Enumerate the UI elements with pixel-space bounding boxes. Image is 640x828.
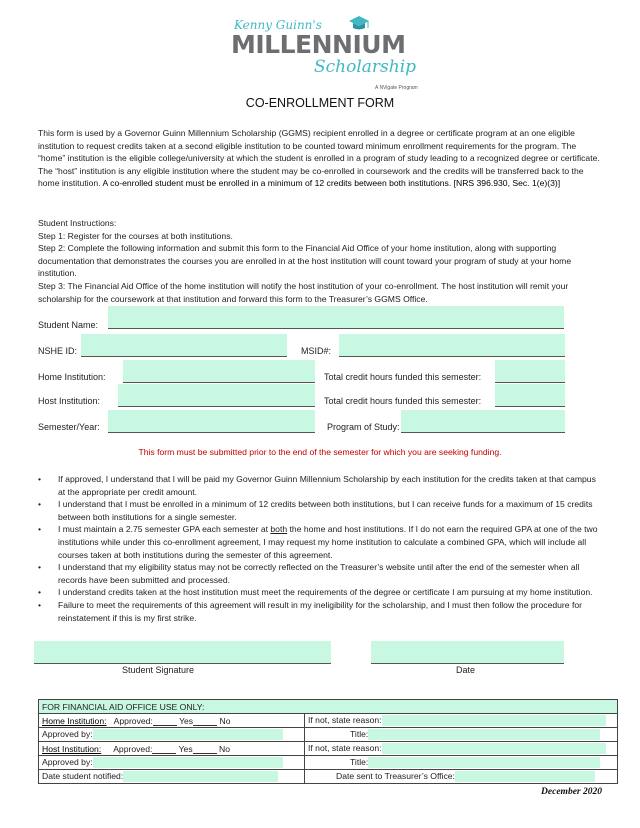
fa-title-cell-2 — [305, 756, 618, 770]
semester-year-input[interactable] — [108, 410, 315, 433]
term-3-text: I must maintain a 2.75 semester GPA each semester at — [58, 524, 271, 535]
nshe-id-label: NSHE ID: — [38, 346, 78, 356]
fa-home-yes-blank[interactable] — [193, 715, 217, 726]
fa-host-approval-cell — [39, 742, 305, 756]
fa-title-label: Title: — [350, 756, 369, 767]
student-instructions — [38, 217, 604, 305]
host-institution-input[interactable] — [118, 384, 315, 407]
total-credits-input-2[interactable] — [495, 384, 565, 407]
semester-year-label: Semester/Year: — [38, 422, 100, 432]
home-institution-input[interactable] — [123, 360, 315, 383]
total-credits-label-2: Total credit hours funded this semester: — [324, 396, 482, 406]
term-3-emphasis: both — [270, 524, 288, 535]
student-name-input[interactable] — [108, 306, 564, 329]
logo-sub: Scholarship — [314, 57, 417, 77]
footer-date: December 2020 — [541, 787, 602, 797]
fa-home-approval-cell — [39, 714, 305, 728]
fa-approved-label: Approved: — [113, 744, 153, 754]
signature-date-label: Date — [456, 665, 476, 675]
fa-no-label: No — [219, 744, 231, 754]
program-of-study-input[interactable] — [401, 410, 565, 433]
term-item: • I understand that I must be enrolled in a minimum of 12 credits between both institutions, but I can receive funds for a maximum of 15 credits between both institutions for a single semester. — [38, 498, 604, 523]
term-item: • I understand credits taken at the host institution must meet the requirements of the degree or certificate I am pursuing at my home institution. — [38, 586, 604, 599]
term-item — [38, 523, 604, 561]
financial-aid-box — [38, 699, 618, 784]
fa-date-notified-label: Date student notified: — [42, 770, 124, 781]
fa-title-label: Title: — [350, 728, 369, 739]
fa-host-approved-blank[interactable] — [152, 743, 176, 754]
instruction-step: Step 2: Complete the following information and submit this form to the Financial Aid Office of your home institution, along with supporting documentation that demonstrates the courses you are enrolled in at the host institution will count toward your program of study at your home institution. — [38, 243, 572, 279]
fa-date-notified-input[interactable] — [123, 771, 278, 782]
fa-date-sent-label: Date sent to Treasurer’s Office: — [336, 770, 455, 781]
host-institution-label: Host Institution: — [38, 396, 101, 406]
fa-date-sent-cell — [305, 770, 618, 784]
signature-date-input[interactable] — [371, 641, 564, 664]
fa-header-cell — [39, 700, 618, 714]
logo — [228, 14, 418, 94]
program-of-study-label: Program of Study: — [327, 422, 400, 432]
msid-label: MSID#: — [301, 346, 332, 356]
fa-title-input-1[interactable] — [368, 729, 600, 740]
term-item: • Failure to meet the requirements of this agreement will result in my ineligibility for the scholarship, and I must then follow the procedure for reinstatement if this is my first strike. — [38, 599, 604, 624]
intro-text: This form is used by a Governor Guinn Millennium Scholarship (GGMS) recipient enrolled in a degree or certificate program at an one eligible institution to request credits taken at a second eligible institution to be counted toward minimum enrollment requirements for the program. The “home” institution is the eligible college/university at which the student is enrolled in a program of study leading to a recognized degree or certificate. The “host” institution is any eligible institution where the student may be co-enrolled in coursework and the credits will be transferred back to the home institution. — [38, 128, 600, 189]
total-credits-label-1: Total credit hours funded this semester: — [324, 372, 482, 382]
page-title: CO-ENROLLMENT FORM — [245, 96, 395, 110]
intro-emphasis: A co-enrolled student must be enrolled in a minimum of 12 credits between both institutions. [NRS 396.930, Sec. 1(e)(3)] — [102, 178, 561, 189]
fa-approved-by-label: Approved by: — [42, 756, 93, 767]
instructions-heading: Student Instructions: — [38, 218, 117, 228]
fa-home-approved-blank[interactable] — [153, 715, 177, 726]
instruction-step: Step 1: Register for the courses at both institutions. — [38, 230, 233, 241]
logo-name: MILLENNIUM — [231, 30, 406, 59]
fa-yes-label: Yes — [178, 744, 193, 754]
nshe-id-input[interactable] — [81, 334, 287, 357]
fa-if-not-label: If not, state reason: — [308, 742, 382, 753]
fa-host-institution-label: Host Institution: — [42, 744, 102, 754]
fa-yes-label: Yes — [179, 716, 194, 726]
terms-list — [38, 473, 604, 624]
fa-host-reason-input[interactable] — [382, 743, 606, 754]
submission-notice: This form must be submitted prior to the end of the semester for which you are seeking funding. — [138, 447, 502, 457]
fa-approved-by-label: Approved by: — [42, 728, 93, 739]
student-signature-label: Student Signature — [122, 665, 195, 675]
fa-approved-by-cell-1 — [39, 728, 305, 742]
logo-program: A NVigate Program — [375, 85, 418, 91]
fa-approved-by-cell-2 — [39, 756, 305, 770]
financial-aid-table — [38, 699, 618, 784]
student-name-label: Student Name: — [38, 320, 99, 330]
fa-approved-by-input-1[interactable] — [93, 729, 283, 740]
fa-home-reason-input[interactable] — [382, 715, 606, 726]
term-3-rest: the home and host institutions. If I do not earn the required GPA at one of the two institutions while under this co-enrollment agreement, I may request my home institution to calculate a combined GPA, which will include all courses taken at both institutions during the semester of this agreement. — [58, 524, 598, 560]
fa-date-notified-cell — [39, 770, 305, 784]
instruction-step: Step 3: The Financial Aid Office of the home institution will notify the host institution of your co-enrollment. The host institution will remit your scholarship for the coursework at that institution and forward this form to the Treasurer’s GGMS Office. — [38, 280, 569, 304]
fa-title-input-2[interactable] — [368, 757, 600, 768]
msid-input[interactable] — [339, 334, 565, 357]
term-item: • I understand that my eligibility status may not be correctly reflected on the Treasurer’s website until after the end of the semester when all records have been submitted and processed. — [38, 561, 604, 586]
fa-approved-by-input-2[interactable] — [93, 757, 283, 768]
home-institution-label: Home Institution: — [38, 372, 106, 382]
total-credits-input-1[interactable] — [495, 360, 565, 383]
fa-title-cell-1 — [305, 728, 618, 742]
fa-approved-label: Approved: — [113, 716, 153, 726]
fa-no-label: No — [219, 716, 231, 726]
fa-home-institution-label: Home Institution: — [42, 716, 107, 726]
fa-header: FOR FINANCIAL AID OFFICE USE ONLY: — [42, 701, 205, 712]
logo-signature: Kenny Guinn's — [234, 18, 322, 32]
fa-host-reason-cell — [305, 742, 618, 756]
fa-date-sent-input[interactable] — [455, 771, 595, 782]
fa-if-not-label: If not, state reason: — [308, 714, 382, 725]
fa-host-yes-blank[interactable] — [193, 743, 217, 754]
intro-paragraph — [38, 127, 604, 190]
fa-home-reason-cell — [305, 714, 618, 728]
term-item: • If approved, I understand that I will be paid my Governor Guinn Millennium Scholarship by each institution for the credits taken at that campus at the appropriate per credit amount. — [38, 473, 604, 498]
student-signature-input[interactable] — [34, 641, 331, 664]
